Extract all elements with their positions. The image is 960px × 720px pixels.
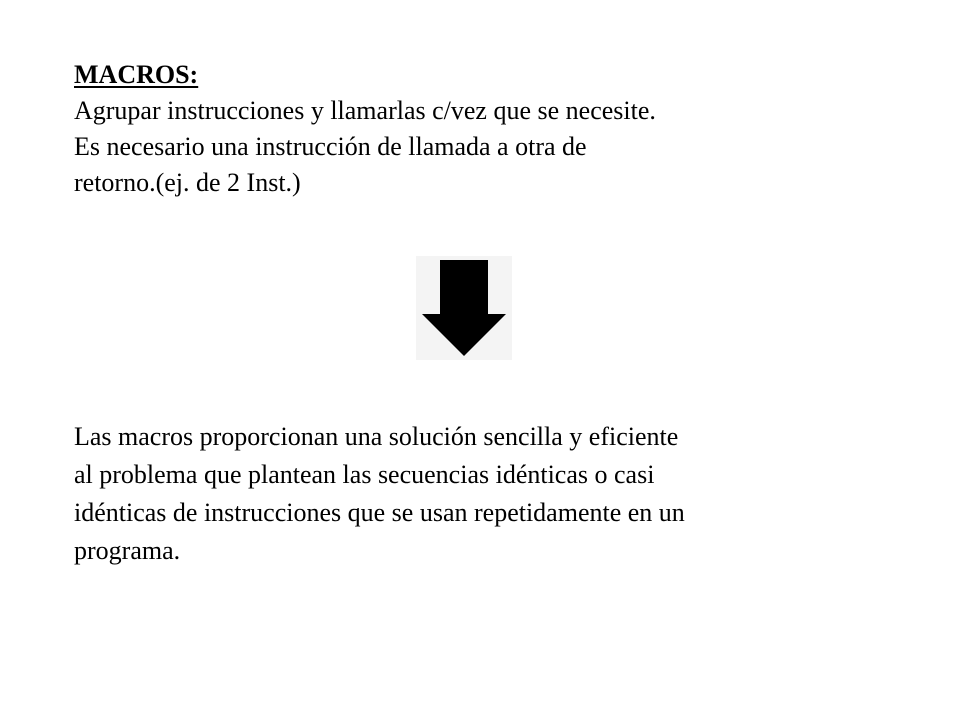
down-arrow-icon xyxy=(416,256,512,360)
description-line-2: al problema que plantean las secuencias idénticas o casi xyxy=(74,460,655,489)
intro-line-1: Agrupar instrucciones y llamarlas c/vez que se necesite. xyxy=(74,96,656,125)
macros-heading: MACROS: xyxy=(74,60,199,89)
description-line-4: programa. xyxy=(74,536,181,565)
description-line-1: Las macros proporcionan una solución sencilla y eficiente xyxy=(74,422,679,451)
intro-line-3: retorno.(ej. de 2 Inst.) xyxy=(74,168,301,197)
description-text-block xyxy=(74,418,894,570)
description-line-3: idénticas de instrucciones que se usan repetidamente en un xyxy=(74,498,685,527)
down-arrow-image xyxy=(416,256,512,360)
intro-line-2: Es necesario una instrucción de llamada a otra de xyxy=(74,132,587,161)
intro-text-block xyxy=(74,57,894,201)
